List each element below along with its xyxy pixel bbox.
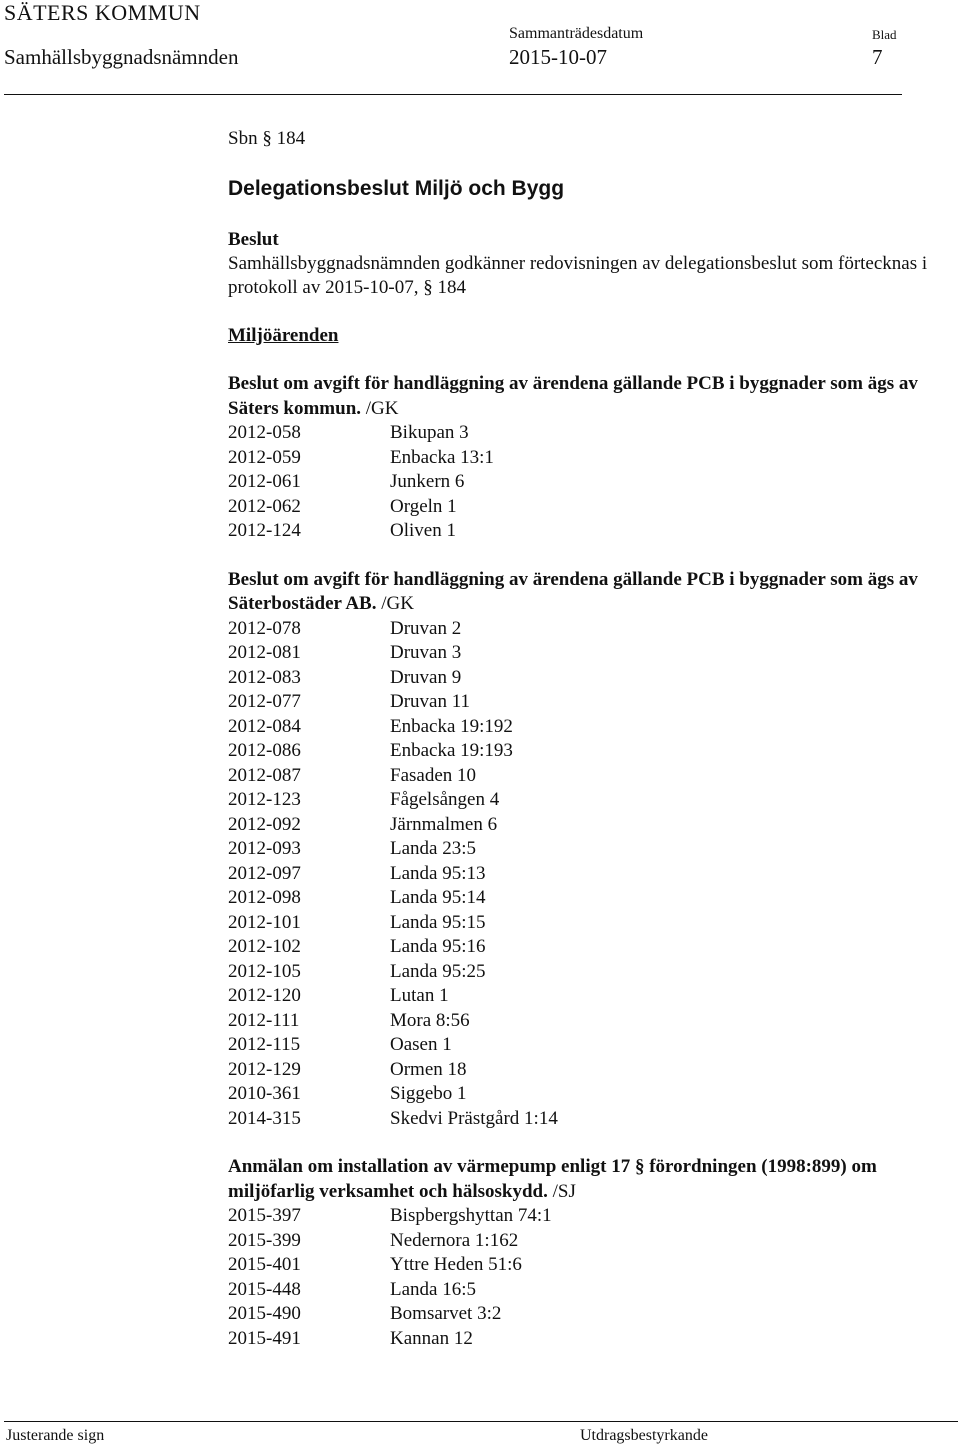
case-number: 2012-078 xyxy=(228,617,301,639)
page-title: Delegationsbeslut Miljö och Bygg xyxy=(228,177,565,200)
case-row xyxy=(228,641,928,666)
decision-text: Samhällsbyggnadsnämnden godkänner redovisningen av delegationsbeslut som förtecknas i protokoll av 2015-10-07, § 184 xyxy=(228,253,928,298)
case-row xyxy=(228,788,928,813)
case-row xyxy=(228,715,928,740)
case-row xyxy=(228,1033,928,1058)
property-designation: Kannan 12 xyxy=(390,1327,473,1349)
case-row xyxy=(228,1302,928,1327)
case-number: 2012-124 xyxy=(228,520,301,541)
property-designation: Landa 95:15 xyxy=(390,911,486,933)
case-number: 2015-490 xyxy=(228,1303,301,1324)
case-row xyxy=(228,690,928,715)
property-designation: Landa 95:16 xyxy=(390,936,486,957)
case-number: 2015-401 xyxy=(228,1254,301,1275)
case-number: 2010-361 xyxy=(228,1083,301,1104)
attestation-signature-label: Justerande sign xyxy=(6,1427,105,1444)
case-number: 2012-120 xyxy=(228,985,301,1006)
case-section-title xyxy=(228,1155,928,1204)
property-designation: Landa 95:13 xyxy=(390,862,486,884)
property-designation: Oasen 1 xyxy=(390,1034,452,1055)
case-row xyxy=(228,519,928,544)
case-number: 2012-092 xyxy=(228,813,301,835)
case-row xyxy=(228,935,928,960)
case-row xyxy=(228,1058,928,1083)
case-number: 2012-059 xyxy=(228,446,301,468)
property-designation: Orgeln 1 xyxy=(390,495,457,517)
property-designation: Fasaden 10 xyxy=(390,764,477,786)
property-designation: Ormen 18 xyxy=(390,1058,467,1080)
property-designation: Druvan 3 xyxy=(390,642,462,663)
case-number: 2015-448 xyxy=(228,1278,301,1300)
case-number: 2015-399 xyxy=(228,1229,301,1251)
case-row xyxy=(228,764,928,789)
case-number: 2015-491 xyxy=(228,1327,301,1349)
property-designation: Junkern 6 xyxy=(390,471,465,492)
property-designation: Skedvi Prästgård 1:14 xyxy=(390,1107,558,1129)
property-designation: Siggebo 1 xyxy=(390,1083,467,1104)
property-designation: Yttre Heden 51:6 xyxy=(390,1254,522,1275)
case-row xyxy=(228,960,928,985)
case-number: 2012-081 xyxy=(228,642,301,663)
property-designation: Bispbergshyttan 74:1 xyxy=(390,1205,552,1226)
municipality-name: SÄTERS KOMMUN xyxy=(4,0,201,25)
case-row xyxy=(228,837,928,862)
property-designation: Enbacka 19:192 xyxy=(390,715,513,737)
case-section-title-text: Beslut om avgift för handläggning av ärendena gällande PCB i byggnader som ägs av Säterbostäder AB. xyxy=(228,568,918,614)
paragraph-reference: Sbn § 184 xyxy=(228,128,306,149)
case-row xyxy=(228,421,928,446)
case-number: 2012-105 xyxy=(228,960,301,982)
case-number: 2012-062 xyxy=(228,495,301,517)
handler-initials: /GK xyxy=(361,397,399,419)
case-number: 2012-086 xyxy=(228,740,301,761)
property-designation: Bomsarvet 3:2 xyxy=(390,1303,502,1324)
page-label: Blad xyxy=(872,27,897,42)
case-section-title-text: Beslut om avgift för handläggning av ärendena gällande PCB i byggnader som ägs av Säters kommun. xyxy=(228,373,918,419)
case-row xyxy=(228,1278,928,1303)
footer-divider xyxy=(4,1421,958,1422)
case-row xyxy=(228,813,928,838)
property-designation: Druvan 11 xyxy=(390,691,471,712)
environment-cases-heading: Miljöärenden xyxy=(228,325,339,346)
case-row xyxy=(228,666,928,691)
property-designation: Enbacka 13:1 xyxy=(390,446,494,468)
property-designation: Enbacka 19:193 xyxy=(390,740,513,761)
case-number: 2012-058 xyxy=(228,422,301,443)
case-number: 2012-097 xyxy=(228,862,301,884)
property-designation: Landa 23:5 xyxy=(390,838,477,859)
meeting-date-label: Sammanträdesdatum xyxy=(509,25,644,42)
property-designation: Landa 95:14 xyxy=(390,887,486,908)
decision-heading: Beslut xyxy=(228,229,279,250)
case-number: 2012-129 xyxy=(228,1058,301,1080)
case-number: 2014-315 xyxy=(228,1107,301,1129)
case-row xyxy=(228,1229,928,1254)
case-section-title-text: Anmälan om installation av värmepump enligt 17 § förordningen (1998:899) om miljöfarlig verksamhet och hälsoskydd. xyxy=(228,1156,877,1202)
case-row xyxy=(228,1253,928,1278)
property-designation: Bikupan 3 xyxy=(390,422,469,443)
property-designation: Lutan 1 xyxy=(390,985,449,1006)
case-number: 2012-098 xyxy=(228,887,301,908)
property-designation: Landa 16:5 xyxy=(390,1278,477,1300)
case-section-title xyxy=(228,372,928,421)
case-row xyxy=(228,862,928,887)
case-row xyxy=(228,1204,928,1229)
case-number: 2012-087 xyxy=(228,764,301,786)
case-number: 2012-101 xyxy=(228,911,301,933)
handler-initials: /GK xyxy=(376,593,414,614)
case-row xyxy=(228,886,928,911)
case-number: 2012-093 xyxy=(228,838,301,859)
property-designation: Mora 8:56 xyxy=(390,1009,470,1031)
case-row xyxy=(228,1107,928,1132)
case-number: 2012-083 xyxy=(228,666,301,688)
case-sections xyxy=(228,372,928,1351)
case-number: 2012-102 xyxy=(228,936,301,957)
case-number: 2015-397 xyxy=(228,1205,301,1226)
case-row xyxy=(228,984,928,1009)
property-designation: Oliven 1 xyxy=(390,520,456,541)
property-designation: Druvan 9 xyxy=(390,666,462,688)
property-designation: Nedernora 1:162 xyxy=(390,1229,519,1251)
handler-initials: /SJ xyxy=(547,1180,576,1202)
header-divider xyxy=(4,94,902,95)
case-number: 2012-077 xyxy=(228,691,301,712)
committee-name: Samhällsbyggnadsnämnden xyxy=(4,45,239,69)
page-number: 7 xyxy=(872,45,883,69)
protocol-content xyxy=(228,124,928,1351)
case-row xyxy=(228,911,928,936)
case-row xyxy=(228,446,928,471)
case-row xyxy=(228,1009,928,1034)
case-row xyxy=(228,617,928,642)
case-number: 2012-115 xyxy=(228,1034,301,1055)
case-number: 2012-084 xyxy=(228,715,301,737)
case-row xyxy=(228,470,928,495)
extract-certification-label: Utdragsbestyrkande xyxy=(580,1427,708,1444)
case-number: 2012-123 xyxy=(228,789,301,810)
case-row xyxy=(228,495,928,520)
case-section-title xyxy=(228,568,928,617)
property-designation: Druvan 2 xyxy=(390,617,462,639)
case-row xyxy=(228,739,928,764)
property-designation: Järnmalmen 6 xyxy=(390,813,498,835)
case-number: 2012-061 xyxy=(228,471,301,492)
case-row xyxy=(228,1082,928,1107)
property-designation: Fågelsången 4 xyxy=(390,789,500,810)
meeting-date: 2015-10-07 xyxy=(509,45,607,69)
property-designation: Landa 95:25 xyxy=(390,960,486,982)
case-number: 2012-111 xyxy=(228,1009,300,1031)
case-row xyxy=(228,1327,928,1352)
